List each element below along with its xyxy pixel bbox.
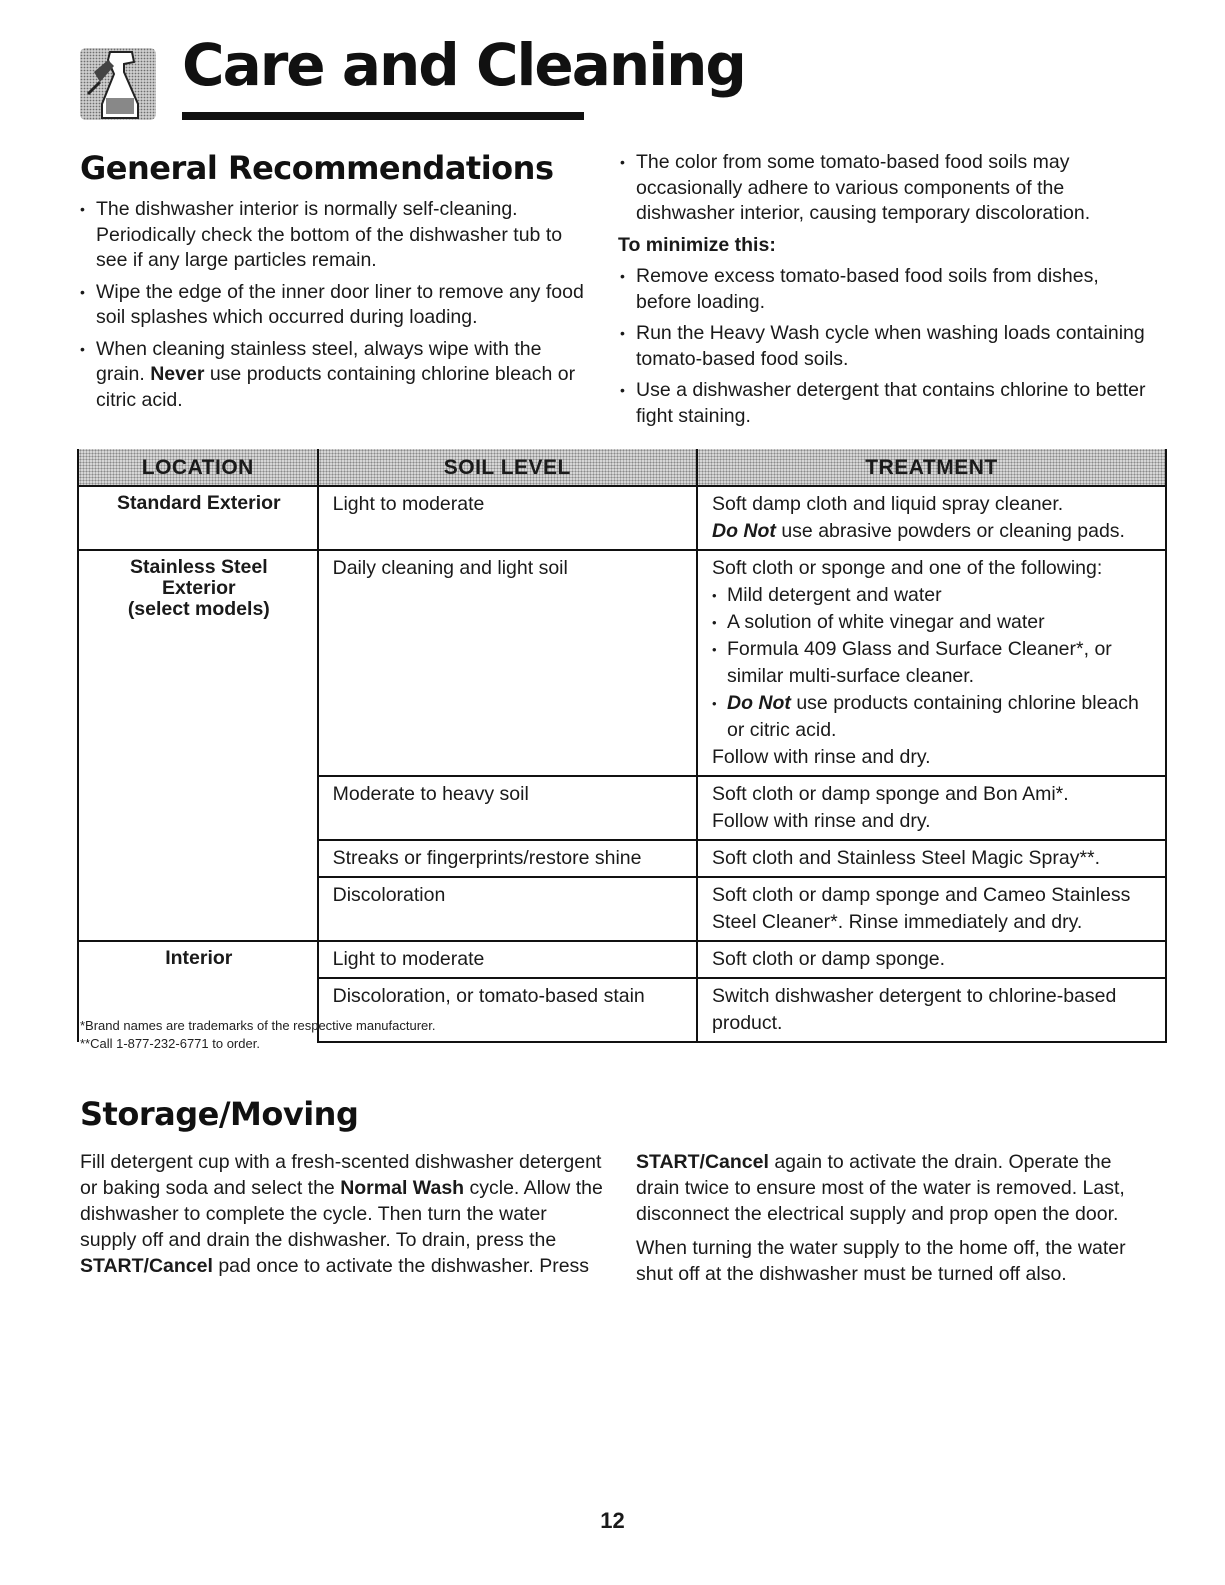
soil-level-cell: Light to moderate [318, 486, 697, 550]
table-row [78, 486, 1166, 550]
general-recommendations-heading: General Recommendations [80, 149, 554, 187]
location-cell: Interior [78, 941, 318, 1042]
list-item: • Use a dishwasher detergent that contains chlorine to better fight staining. [618, 378, 1158, 429]
storage-paragraph: When turning the water supply to the home off, the water shut off at the dishwasher must be turned off also. [636, 1237, 1126, 1285]
treatment-cell: Soft cloth or damp sponge. [697, 941, 1166, 978]
soil-level-cell: Streaks or fingerprints/restore shine [318, 840, 697, 877]
treatment-cell: Soft cloth or damp sponge and Cameo Stainless Steel Cleaner*. Rinse immediately and dry. [697, 877, 1166, 941]
treatment-cell: Soft cloth or sponge and one of the following: • Mild detergent and water • A solution of white vinegar and water • Formula 409 Glass and Surface Cleaner*, or similar multi-surface cleaner. • Do Not use products containing chlorine bleach or citric acid. Follow with rinse and dry. [697, 550, 1166, 776]
treatment-cell: Switch dishwasher detergent to chlorine-based product. [697, 978, 1166, 1042]
soil-level-cell: Moderate to heavy soil [318, 776, 697, 840]
soil-level-cell: Daily cleaning and light soil [318, 550, 697, 776]
list-item: • Run the Heavy Wash cycle when washing loads containing tomato-based food soils. [618, 321, 1158, 372]
treatment-cell: Soft cloth or damp sponge and Bon Ami*. Follow with rinse and dry. [697, 776, 1166, 840]
footnote: *Brand names are trademarks of the respective manufacturer. [80, 1018, 436, 1033]
page-title: Care and Cleaning [182, 31, 745, 99]
general-left-column [78, 197, 588, 419]
table-row [78, 550, 1166, 776]
column-header-location: LOCATION [78, 449, 318, 486]
title-underline [182, 112, 584, 120]
soil-level-cell: Light to moderate [318, 941, 697, 978]
table-row [78, 941, 1166, 978]
page-number: 12 [600, 1508, 625, 1533]
storage-paragraph: Fill detergent cup with a fresh-scented dishwasher detergent or baking soda and select the Normal Wash cycle. Allow the dishwasher to complete the cycle. Then turn the water supply off and drain the dishwasher. To drain, press the START/Cancel pad once to activate the dishwasher. Press START/Cancel again to activate the drain. Operate the drain twice to ensure most of the water is removed. Last, disconnect the electrical supply and prop open the door. [80, 1151, 1125, 1277]
footnote: **Call 1-877-232-6771 to order. [80, 1036, 260, 1051]
list-item: • Wipe the edge of the inner door liner to remove any food soil splashes which occurred during loading. [78, 280, 588, 331]
care-table [77, 449, 1167, 1043]
minimize-heading: To minimize this: [618, 233, 776, 256]
storage-body [80, 1149, 1160, 1309]
storage-moving-heading: Storage/Moving [80, 1095, 359, 1133]
general-right-column [618, 150, 1158, 435]
treatment-cell: Soft damp cloth and liquid spray cleaner. Do Not use abrasive powders or cleaning pads. [697, 486, 1166, 550]
location-cell: Standard Exterior [78, 486, 318, 550]
list-item: • When cleaning stainless steel, always wipe with the grain. Never use products containing chlorine bleach or citric acid. [78, 337, 588, 414]
list-item: • Remove excess tomato-based food soils from dishes, before loading. [618, 264, 1158, 315]
spray-bottle-icon [80, 42, 156, 124]
table-header-row [78, 449, 1166, 486]
soil-level-cell: Discoloration [318, 877, 697, 941]
list-item: • The dishwasher interior is normally self-cleaning. Periodically check the bottom of the dishwasher tub to see if any large particles remain. [78, 197, 588, 274]
soil-level-cell: Discoloration, or tomato-based stain [318, 978, 697, 1042]
column-header-treatment: TREATMENT [697, 449, 1166, 486]
location-cell: Stainless Steel Exterior (select models) [78, 550, 318, 941]
list-item: • The color from some tomato-based food soils may occasionally adhere to various components of the dishwasher interior, causing temporary discoloration. [618, 150, 1158, 227]
treatment-cell: Soft cloth and Stainless Steel Magic Spray**. [697, 840, 1166, 877]
column-header-soil-level: SOIL LEVEL [318, 449, 697, 486]
